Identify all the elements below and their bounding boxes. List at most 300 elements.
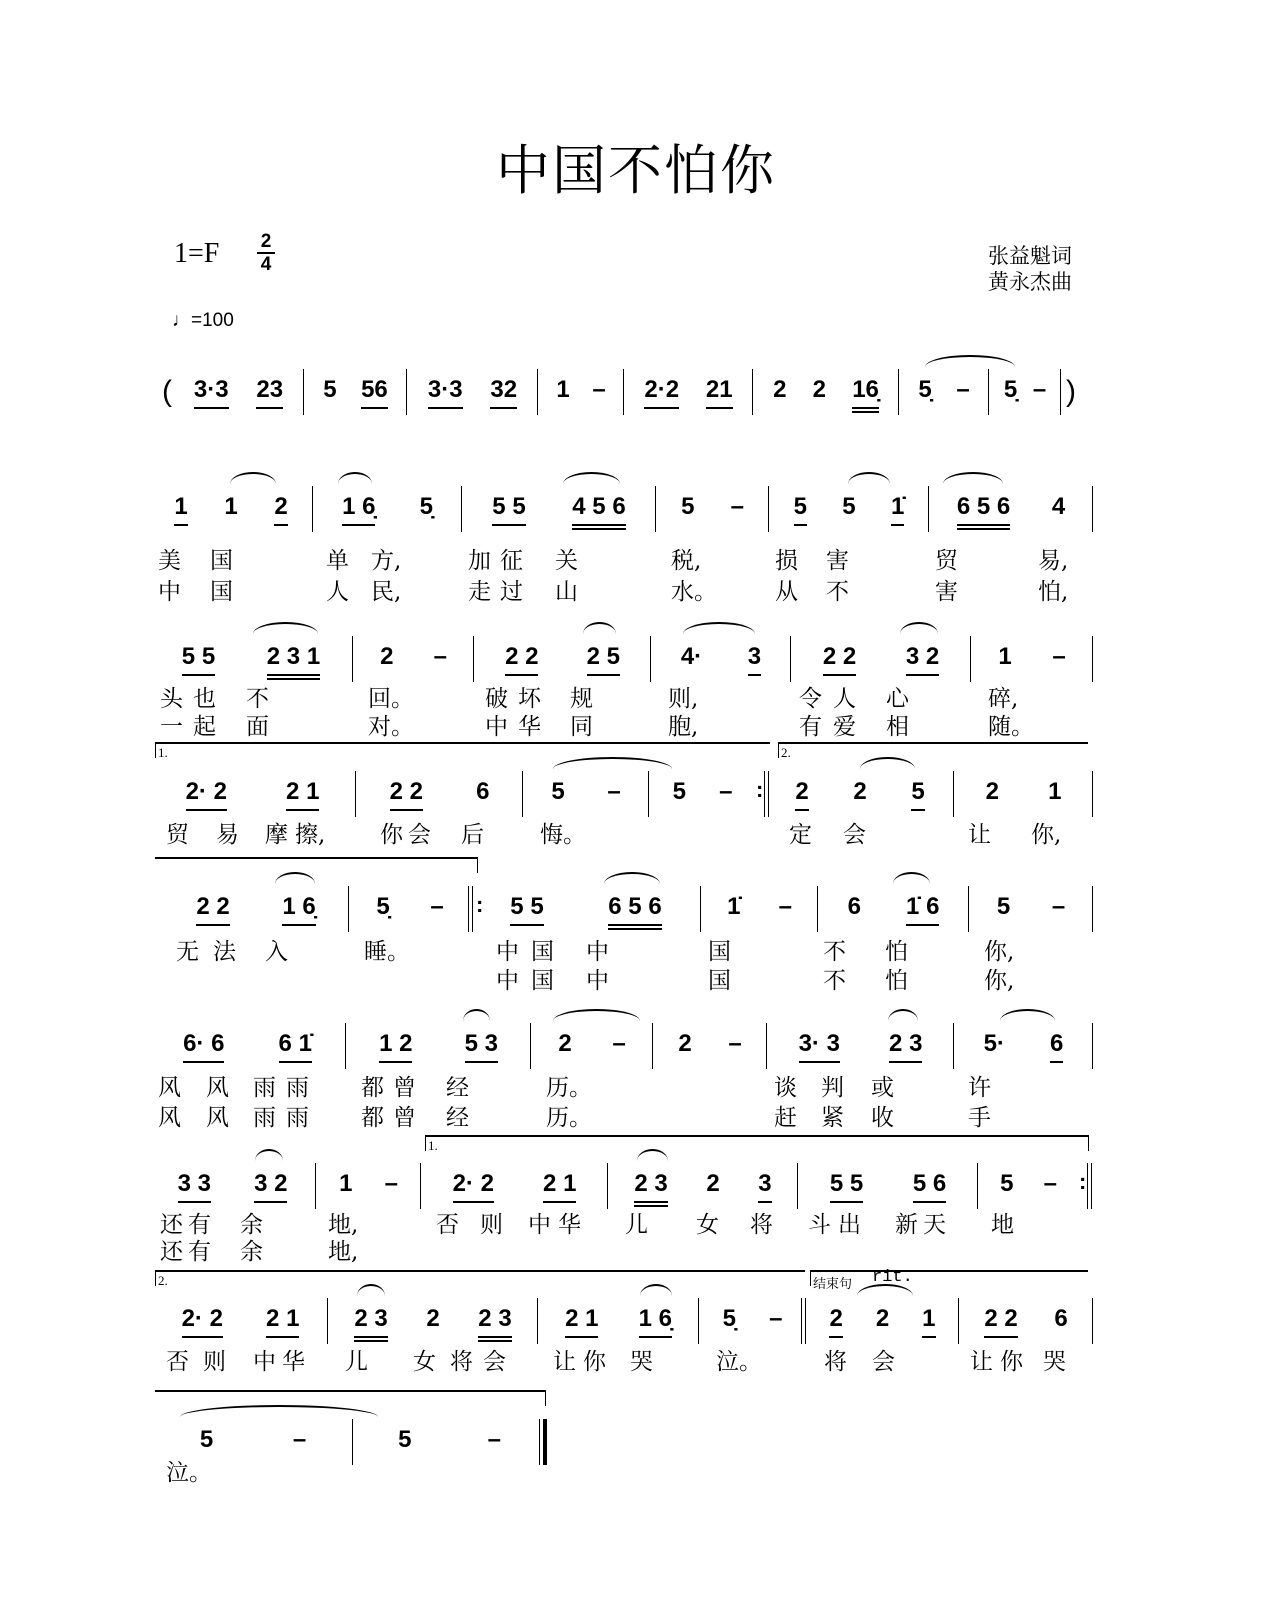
note-group: 4: [1051, 493, 1066, 520]
lyric-syllable: 害: [826, 548, 849, 574]
tie-slur: [463, 1009, 490, 1021]
barline-single: [522, 771, 534, 817]
measure: [996, 376, 1054, 410]
measure: [323, 1170, 414, 1204]
tie-slur: [583, 622, 616, 634]
barline-single: [970, 636, 982, 682]
tie-slur: [563, 472, 620, 484]
note-group: 5: [794, 493, 807, 526]
barline-single: [928, 486, 940, 532]
note-group: 2· 2: [182, 1305, 223, 1338]
measure: [961, 778, 1086, 812]
intro-open-paren: (: [162, 375, 172, 408]
lyric-syllable: 有: [188, 1212, 211, 1238]
barline-single: [768, 486, 780, 532]
note-group: 2 5: [587, 643, 620, 676]
barline-stroke: [355, 771, 356, 817]
sustain-dash: –: [1032, 376, 1047, 403]
barline-stroke: [472, 886, 473, 932]
note-group: 5·: [983, 1030, 1005, 1057]
lyric-syllable: 华: [518, 714, 541, 740]
measure: [360, 643, 467, 677]
note-group: 3: [758, 1170, 771, 1203]
volta-tick: [778, 742, 779, 758]
lyric-syllable: 易,: [1038, 548, 1069, 574]
lyric-syllable: 害: [935, 579, 958, 605]
barline-stroke: [473, 636, 474, 682]
tie-slur: [604, 872, 660, 884]
note-group: 2 3 1: [267, 643, 320, 676]
lyric-syllable: 还: [160, 1239, 183, 1265]
tie-slur: [683, 622, 755, 634]
lyric-syllable: 你,: [984, 968, 1015, 994]
barline-stroke: [522, 771, 523, 817]
barline-single: [327, 1298, 339, 1344]
lyric-syllable: 从: [775, 579, 798, 605]
volta-label: 2.: [781, 745, 791, 760]
note-group: 3 2: [906, 643, 939, 676]
barline-single: [1092, 636, 1104, 682]
barline-single: [698, 1298, 710, 1344]
note-group: 5̣: [419, 493, 433, 520]
lyric-syllable: 历。: [546, 1075, 592, 1101]
measure: [798, 643, 964, 677]
note-group: 3·3: [194, 376, 229, 409]
lyric-syllable: 国: [531, 968, 554, 994]
lyric-syllable: 民,: [371, 579, 402, 605]
note-group: 5̣: [918, 376, 932, 403]
volta-bracket: [155, 1390, 545, 1392]
lyric-syllable: 会: [483, 1349, 506, 1375]
lyric-syllable: 法: [213, 939, 236, 965]
note-group: 2 1: [543, 1170, 576, 1203]
lyric-syllable: 判: [821, 1075, 844, 1101]
barline-stroke: [1092, 1298, 1093, 1344]
note-group: 5: [323, 376, 337, 403]
measure: [663, 493, 762, 527]
lyric-syllable: 对。: [368, 714, 414, 740]
note-group: 5 5: [830, 1170, 863, 1203]
lyric-syllable: 入: [265, 939, 288, 965]
lyric-syllable: 天: [923, 1212, 946, 1238]
lyric-syllable: 易: [216, 822, 239, 848]
barline-stroke: [348, 886, 349, 932]
lyric-syllable: 华: [558, 1212, 581, 1238]
note-group: 6 5 6: [608, 893, 661, 926]
barline-single: [355, 771, 367, 817]
note-group: 2 2: [390, 778, 423, 811]
barline-single: [303, 369, 315, 415]
lyric-syllable: 不: [826, 579, 849, 605]
lyric-syllable: 关: [555, 548, 578, 574]
note-group: 2: [853, 778, 867, 805]
tie-slur: [943, 472, 1003, 484]
tie-slur: [180, 1405, 378, 1417]
measure: [825, 893, 962, 927]
note-group: 1 6̣: [342, 493, 375, 526]
sustain-dash: –: [592, 376, 606, 403]
sustain-dash: –: [778, 893, 792, 920]
lyric-syllable: 方,: [371, 548, 402, 574]
note-group: 1: [998, 643, 1012, 670]
barline-stroke: [1092, 636, 1093, 682]
note-group: 2 2: [823, 643, 856, 676]
lyric-syllable: 中: [496, 968, 519, 994]
note-group: 1 6̣: [639, 1305, 672, 1338]
measure: [936, 493, 1086, 527]
lyric-syllable: 否: [436, 1212, 459, 1238]
note-group: 5: [842, 493, 856, 520]
tie-slur: [338, 472, 372, 484]
lyric-syllable: 不: [823, 939, 846, 965]
lyric-syllable: 怕: [885, 939, 908, 965]
lyric-syllable: 经: [446, 1075, 469, 1101]
sustain-dash: –: [1043, 1170, 1057, 1197]
tie-slur: [275, 872, 315, 884]
tie-slur: [253, 622, 318, 634]
sustain-dash: –: [769, 1305, 783, 1332]
lyric-syllable: 出: [838, 1212, 861, 1238]
lyric-syllable: 经: [446, 1105, 469, 1131]
lyric-syllable: 心: [886, 686, 909, 712]
measure: [481, 643, 644, 677]
note-group: 5: [199, 1426, 214, 1453]
lyric-syllable: 回。: [368, 686, 414, 712]
lyric-syllable: 风: [206, 1075, 229, 1101]
note-group: 2 2: [505, 643, 538, 676]
lyric-syllable: 怕: [885, 968, 908, 994]
measure: [966, 1305, 1086, 1339]
barline-stroke: [801, 1298, 802, 1344]
lyric-syllable: 坏: [518, 686, 541, 712]
note-group: 2 1: [286, 778, 319, 811]
sustain-dash: –: [730, 493, 744, 520]
note-group: 2 3: [634, 1170, 667, 1203]
lyric-syllable: 规: [570, 686, 593, 712]
note-group: 2: [773, 376, 787, 403]
lyric-syllable: 地,: [328, 1239, 359, 1265]
note-group: 2 3: [889, 1030, 922, 1063]
volta-label: 2.: [158, 1273, 168, 1288]
lyric-syllable: 泣。: [166, 1460, 212, 1486]
lyric-syllable: 将: [450, 1349, 473, 1375]
barline-single: [461, 486, 473, 532]
tie-slur: [637, 1149, 668, 1161]
lyric-syllable: 怕,: [1038, 579, 1069, 605]
tie-slur: [860, 757, 915, 769]
measure: [180, 376, 297, 410]
note-group: 2: [985, 778, 999, 805]
note-group: 5 6: [913, 1170, 946, 1203]
lyric-syllable: 美: [158, 548, 181, 574]
lyric-syllable: 风: [158, 1075, 181, 1101]
measure: [530, 778, 642, 812]
note-group: 2: [795, 778, 808, 811]
lyric-syllable: 否: [166, 1349, 189, 1375]
lyric-syllable: 雨: [253, 1075, 276, 1101]
barline-stroke: [700, 886, 701, 932]
lyric-syllable: 女: [413, 1349, 436, 1375]
barline-stroke: [970, 636, 971, 682]
barline-single: [790, 636, 802, 682]
lyric-syllable: 令: [799, 686, 822, 712]
lyric-syllable: 水。: [671, 579, 717, 605]
intro-close-paren: ): [1066, 375, 1076, 408]
measure: [615, 1170, 791, 1204]
barline-stroke: [764, 771, 765, 817]
barline-single: [623, 369, 635, 415]
note-group: 2: [274, 493, 287, 526]
lyric-syllable: 碎,: [988, 686, 1019, 712]
note-group: 16̣: [852, 376, 879, 409]
lyric-syllable: 国: [210, 548, 233, 574]
lyric-syllable: 定: [789, 822, 812, 848]
note-group: 2· 2: [453, 1170, 494, 1203]
note-group: 3 3: [178, 1170, 211, 1203]
barline-stroke: [406, 369, 407, 415]
note-group: 2 2: [196, 893, 229, 926]
volta-tick: [545, 1390, 546, 1406]
barline-stroke: [698, 1298, 699, 1344]
barline-single: [420, 1163, 432, 1209]
measure: [813, 1305, 952, 1339]
measure: [156, 1170, 309, 1204]
tie-slur: [888, 1009, 918, 1021]
measure: [985, 1170, 1072, 1204]
note-group: 2: [812, 376, 826, 403]
barline-single: [766, 1023, 778, 1069]
note-group: 6: [476, 778, 490, 805]
lyric-syllable: 你,: [984, 939, 1015, 965]
note-group: 2 1: [266, 1305, 299, 1338]
lyric-syllable: 会: [408, 822, 431, 848]
barline-single: [352, 1419, 364, 1465]
barline-stroke: [461, 486, 462, 532]
note-group: 56: [361, 376, 388, 409]
barline-stroke: [327, 1298, 328, 1344]
note-group: 3: [748, 643, 761, 676]
measure: [660, 1030, 760, 1064]
measure: [656, 778, 749, 812]
barline-stroke: [988, 369, 989, 415]
lyric-syllable: 中: [253, 1349, 276, 1375]
volta-bracket: [155, 857, 477, 859]
note-group: 1: [174, 493, 187, 526]
barline-single: [348, 886, 360, 932]
sustain-dash: –: [728, 1030, 742, 1057]
tie-slur: [1000, 1009, 1055, 1021]
note-group: 6: [1054, 1305, 1068, 1332]
lyric-syllable: 贸: [166, 822, 189, 848]
lyric-syllable: 也: [193, 686, 216, 712]
lyric-syllable: 中: [586, 939, 609, 965]
barline-single: [817, 886, 829, 932]
barline-single: [352, 636, 364, 682]
barline-single: [315, 1163, 327, 1209]
lyric-syllable: 同: [570, 714, 593, 740]
lyric-syllable: 无: [176, 939, 199, 965]
key-signature: 1=F: [174, 238, 220, 269]
barline-single: [537, 1298, 549, 1344]
note-group: 1 2: [379, 1030, 412, 1063]
ritardando-marking: rit.: [872, 1268, 913, 1287]
measure: [976, 893, 1086, 927]
note-group: 2: [829, 1305, 842, 1338]
note-group: 1: [339, 1170, 353, 1197]
lyric-syllable: 新: [895, 1212, 918, 1238]
lyric-syllable: 让: [968, 822, 991, 848]
barline-stroke: [530, 1023, 531, 1069]
barline-single: [968, 886, 980, 932]
barline-double: [805, 1298, 817, 1344]
measure: [156, 643, 346, 677]
measure: [320, 493, 455, 527]
note-group: 5 5: [492, 493, 525, 526]
measure: [363, 778, 516, 812]
barline-final: [545, 1419, 557, 1465]
lyric-syllable: 都: [361, 1075, 384, 1101]
lyric-syllable: 雨: [286, 1075, 309, 1101]
volta-tick: [425, 1135, 426, 1151]
barline-single: [797, 1163, 809, 1209]
lyric-syllable: 儿: [625, 1212, 648, 1238]
volta-tick: [477, 857, 478, 873]
note-group: 5̣: [722, 1305, 736, 1332]
note-group: 2 3: [354, 1305, 387, 1338]
lyric-syllable: 有: [188, 1239, 211, 1265]
barline-stroke: [1091, 1163, 1092, 1209]
lyric-syllable: 风: [206, 1105, 229, 1131]
lyric-syllable: 税,: [671, 548, 702, 574]
note-group: 1: [224, 493, 238, 520]
sustain-dash: –: [719, 778, 733, 805]
barline-stroke: [648, 771, 649, 817]
measure: [706, 1305, 799, 1339]
lyric-syllable: 一: [160, 714, 183, 740]
sustain-dash: –: [1051, 893, 1066, 920]
sustain-dash: –: [292, 1426, 307, 1453]
measure: [978, 643, 1086, 677]
measure: [906, 376, 982, 410]
note-group: 2: [875, 1305, 890, 1332]
note-group: 1: [556, 376, 570, 403]
note-group: 32: [490, 376, 517, 409]
measure: [774, 1030, 947, 1064]
volta-bracket: [155, 1270, 805, 1288]
note-group: 2·2: [644, 376, 679, 409]
lyric-syllable: 还: [160, 1212, 183, 1238]
barline-repeat-end: [756, 771, 777, 817]
note-group: 2 3: [478, 1305, 511, 1338]
lyric-syllable: 人: [833, 686, 856, 712]
lyric-syllable: 头: [160, 686, 183, 712]
barline-single: [1092, 1023, 1104, 1069]
lyric-syllable: 余: [240, 1212, 263, 1238]
barline-stroke: [607, 1163, 608, 1209]
barline-repeat-start: [470, 886, 482, 932]
barline-single: [607, 1163, 619, 1209]
note-group: 5̣: [1003, 376, 1018, 403]
tie-slur: [900, 622, 938, 634]
lyric-syllable: 中: [158, 579, 181, 605]
barline-stroke: [1092, 1023, 1093, 1069]
tie-slur: [553, 757, 672, 769]
lyric-syllable: 紧: [821, 1105, 844, 1131]
tie-slur: [893, 872, 930, 884]
barline-stroke: [543, 1419, 547, 1465]
note-group: 6· 6: [183, 1030, 224, 1063]
note-group: 3 2: [254, 1170, 287, 1203]
lyric-syllable: 国: [531, 939, 554, 965]
tie-slur: [255, 1149, 283, 1161]
sustain-dash: –: [956, 376, 970, 403]
note-group: 1 6̣: [282, 893, 315, 926]
tempo-marking: ♩=100: [172, 310, 234, 331]
lyric-syllable: 国: [708, 968, 731, 994]
lyric-syllable: 地,: [328, 1212, 359, 1238]
lyric-syllable: 随。: [988, 714, 1034, 740]
note-group: 2: [678, 1030, 692, 1057]
lyric-syllable: 中: [528, 1212, 551, 1238]
barline-stroke: [817, 886, 818, 932]
lyric-syllable: 历。: [546, 1105, 592, 1131]
barline-single: [953, 771, 965, 817]
note-group: 1: [1048, 778, 1062, 805]
volta-tick: [155, 742, 156, 758]
note-group: 6 5 6: [957, 493, 1010, 526]
barline-stroke: [539, 1419, 540, 1465]
measure: [708, 893, 811, 927]
lyric-syllable: 地: [991, 1212, 1014, 1238]
note-group: 5: [911, 778, 924, 811]
time-signature-top: 2: [260, 231, 272, 252]
lyric-syllable: 悔。: [540, 822, 586, 848]
barline-stroke: [953, 1023, 954, 1069]
barline-stroke: [652, 1023, 653, 1069]
song-title: 中国不怕你: [496, 139, 776, 202]
measure: [156, 493, 306, 527]
lyric-syllable: 山: [555, 579, 578, 605]
barline-single: [537, 369, 549, 415]
barline-single: [700, 886, 712, 932]
lyric-syllable: 你: [583, 1349, 606, 1375]
measure: [631, 376, 746, 410]
lyric-syllable: 有: [799, 714, 822, 740]
lyric-syllable: 曾: [393, 1105, 416, 1131]
measure: [776, 493, 922, 527]
volta-bracket: [425, 1135, 1088, 1153]
volta-bracket: [155, 742, 770, 760]
lyric-syllable: 让: [553, 1349, 576, 1375]
note-group: 1̇ 6: [906, 893, 939, 926]
measure: [356, 893, 464, 927]
barline-stroke: [797, 1163, 798, 1209]
lyric-syllable: 中: [485, 714, 508, 740]
note-group: 5 5: [182, 643, 215, 676]
repeat-dots: :: [1079, 1169, 1087, 1194]
barline-single: [752, 369, 764, 415]
barline-stroke: [977, 1163, 978, 1209]
tie-slur: [925, 355, 1015, 367]
barline-single: [953, 1023, 965, 1069]
barline-stroke: [345, 1023, 346, 1069]
lyric-syllable: 手: [968, 1105, 991, 1131]
note-group: 5: [996, 893, 1011, 920]
note-group: 6 1̇: [279, 1030, 312, 1063]
tie-slur: [640, 1284, 672, 1296]
sustain-dash: –: [487, 1426, 501, 1453]
lyric-syllable: 余: [240, 1239, 263, 1265]
